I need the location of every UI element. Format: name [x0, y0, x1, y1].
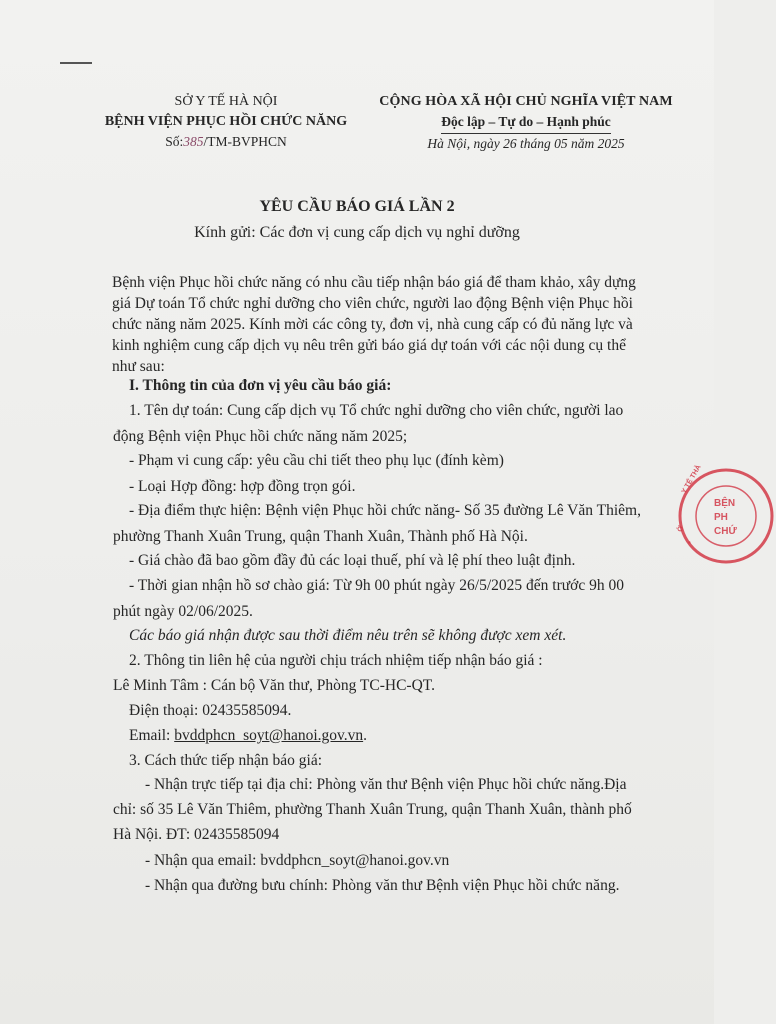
email-link[interactable]: bvddphcn_soyt@hanoi.gov.vn	[174, 727, 364, 744]
postal-delivery-line: - Nhận qua đường bưu chính: Phòng văn thư Bệnh viện Phục hồi chức năng.	[145, 877, 620, 894]
svg-text:*: *	[688, 541, 691, 548]
organization-name: BỆNH VIỆN PHỤC HỒI CHỨC NĂNG	[104, 114, 348, 129]
intro-paragraph	[112, 272, 667, 377]
svg-text:PH: PH	[714, 512, 728, 523]
number-prefix: Số:	[165, 134, 184, 149]
margin-mark	[60, 62, 92, 64]
date-prefix: Hà Nội, ngày	[427, 136, 500, 151]
issuer-header	[96, 92, 356, 152]
national-motto: Độc lập – Tự do – Hạnh phúc	[441, 114, 611, 129]
national-header	[366, 92, 686, 154]
number-suffix: /TM-BVPHCN	[203, 134, 287, 149]
estimate-name-line: 1. Tên dự toán: Cung cấp dịch vụ Tổ chức nghỉ dưỡng cho viên chức, người lao	[129, 402, 624, 419]
submission-time-line: - Thời gian nhận hồ sơ chào giá: Từ 9h 00 phút ngày 26/5/2025 đến trước 9h 00	[129, 577, 624, 594]
date-month-label: tháng	[519, 136, 551, 151]
direct-delivery-line: - Nhận trực tiếp tại địa chỉ: Phòng văn thư Bệnh viện Phục hồi chức năng.Địa	[145, 776, 627, 793]
contact-person: Lê Minh Tâm : Cán bộ Văn thư, Phòng TC-HC-QT.	[113, 677, 435, 694]
phone-label: Điện thoại:	[129, 702, 199, 719]
issue-date	[366, 134, 686, 154]
price-note-line: - Giá chào đã bao gồm đầy đủ các loại thuế, phí và lệ phí theo luật định.	[129, 552, 576, 569]
intro-line: Bệnh viện Phục hồi chức năng có nhu cầu tiếp nhận báo giá để tham khảo, xây dựng	[112, 274, 636, 291]
svg-text:Ở: Ở	[677, 525, 686, 533]
section-heading: I. Thông tin của đơn vị yêu cầu báo giá:	[129, 377, 392, 394]
official-seal-stamp	[676, 463, 776, 566]
estimate-name-line: động Bệnh viện Phục hồi chức năng năm 2025;	[113, 428, 408, 445]
intro-line: chức năng năm 2025. Kính mời các công ty, đơn vị, nhà cung cấp có đủ năng lực và	[112, 316, 633, 333]
date-month: 05	[554, 136, 568, 151]
receiving-method-heading: 3. Cách thức tiếp nhận báo giá:	[129, 752, 323, 769]
salutation: Kính gửi: Các đơn vị cung cấp dịch vụ nghỉ dưỡng	[194, 224, 520, 241]
document-number	[96, 132, 356, 152]
email-label: Email:	[129, 727, 171, 744]
svg-text:CHỨ: CHỨ	[714, 526, 737, 537]
handwritten-number: 385	[183, 134, 204, 149]
location-line: - Địa điểm thực hiện: Bệnh viện Phục hồi chức năng- Số 35 đường Lê Văn Thiêm,	[129, 502, 641, 519]
direct-delivery-line: chỉ: số 35 Lê Văn Thiêm, phường Thanh Xuân Trung, quận Thanh Xuân, thành phố	[113, 801, 632, 818]
intro-line: như sau:	[112, 358, 165, 375]
intro-line: kinh nghiệm cung cấp dịch vụ nêu trên gửi báo giá dự toán với các nội dung cụ thể	[112, 337, 626, 354]
department-name: SỞ Y TẾ HÀ NỘI	[174, 94, 278, 109]
email-line	[129, 727, 367, 745]
document-title: YÊU CẦU BÁO GIÁ LẦN 2	[259, 198, 455, 215]
contract-type-line: - Loại Hợp đồng: hợp đồng trọn gói.	[129, 478, 356, 495]
location-line: phường Thanh Xuân Trung, quận Thanh Xuân, Thành phố Hà Nội.	[113, 528, 528, 545]
submission-time-line: phút ngày 02/06/2025.	[113, 603, 253, 620]
svg-text:Y TẾ THÀ: Y TẾ THÀ	[680, 463, 703, 495]
phone-line	[129, 702, 291, 720]
contact-heading: 2. Thông tin liên hệ của người chịu trách nhiệm tiếp nhận báo giá :	[129, 652, 543, 669]
date-year: 2025	[597, 136, 625, 151]
direct-delivery-line: Hà Nội. ĐT: 02435585094	[113, 826, 280, 843]
scope-line: - Phạm vi cung cấp: yêu cầu chi tiết theo phụ lục (đính kèm)	[129, 452, 504, 469]
late-submission-note: Các báo giá nhận được sau thời điểm nêu trên sẽ không được xem xét.	[129, 627, 567, 644]
svg-text:BỆN: BỆN	[714, 498, 736, 509]
date-year-label: năm	[571, 136, 595, 151]
phone-number: 02435585094.	[202, 702, 292, 719]
nation-name: CỘNG HÒA XÃ HỘI CHỦ NGHĨA VIỆT NAM	[379, 94, 673, 109]
email-delivery-line: - Nhận qua email: bvddphcn_soyt@hanoi.gov.vn	[145, 852, 450, 869]
email-period: .	[363, 727, 367, 744]
date-day: 26	[503, 136, 517, 151]
intro-line: giá Dự toán Tổ chức nghỉ dưỡng cho viên chức, người lao động Bệnh viện Phục hồi	[112, 295, 633, 312]
